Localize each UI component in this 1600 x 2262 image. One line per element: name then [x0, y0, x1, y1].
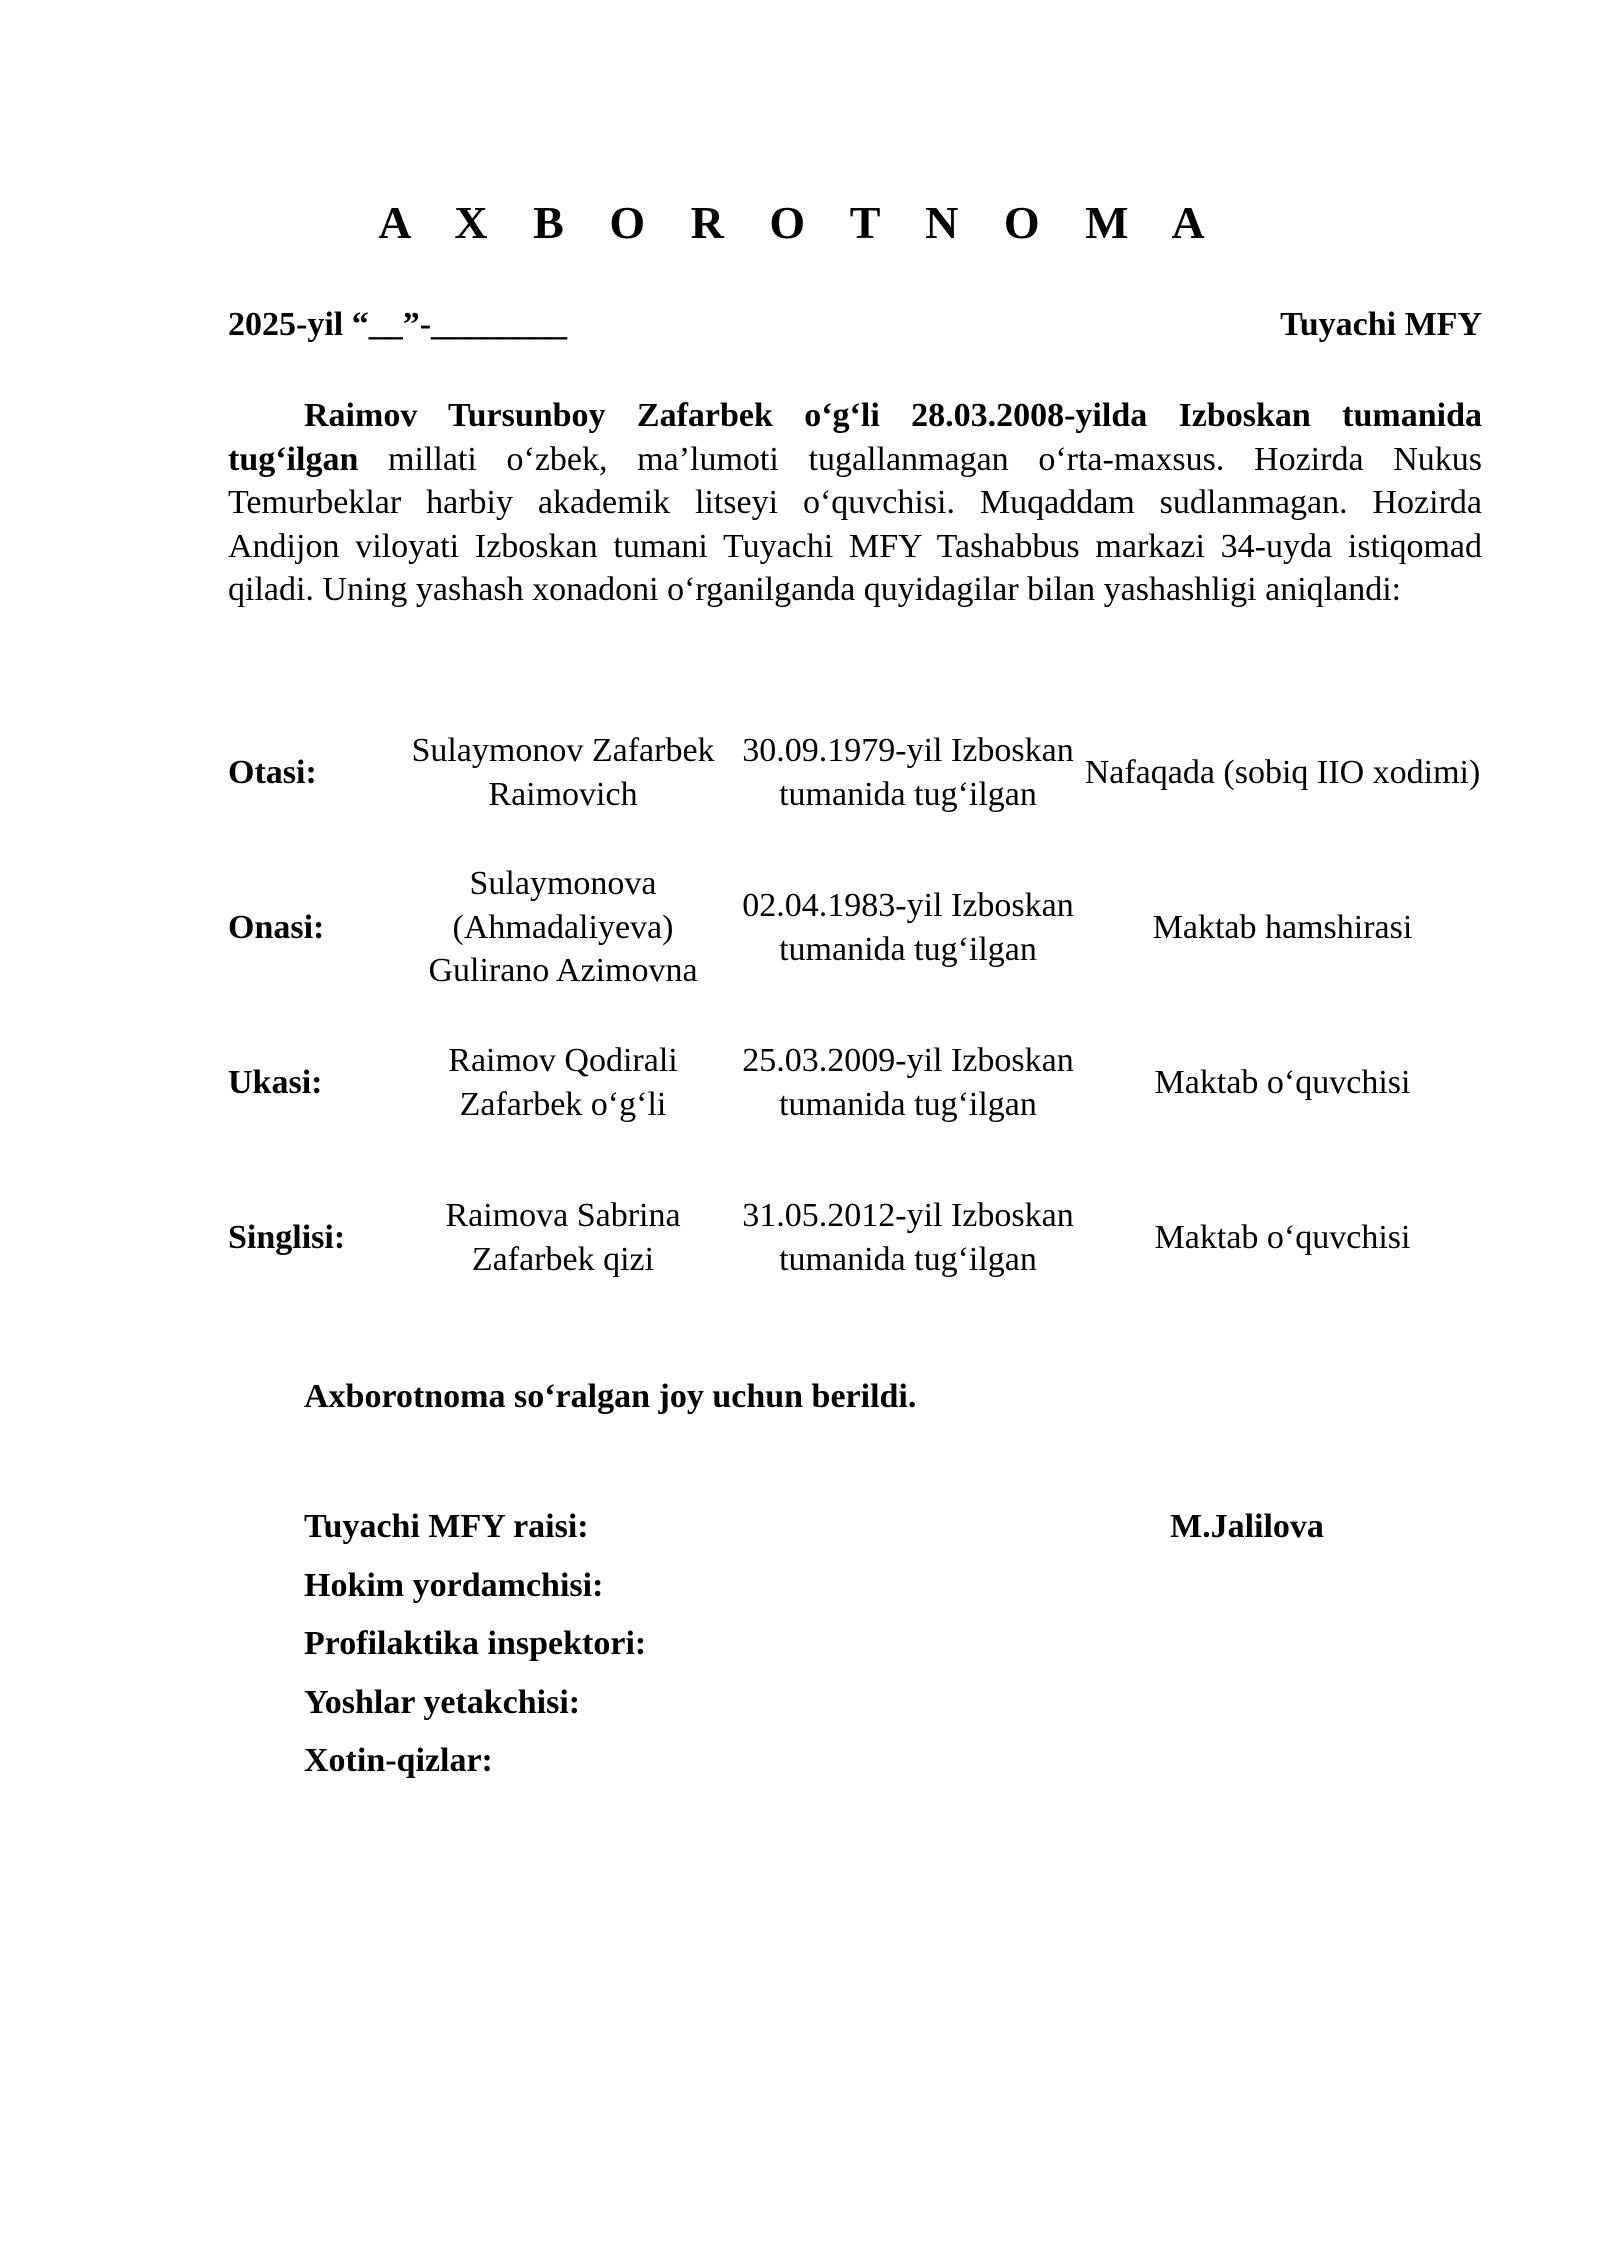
family-table: [228, 695, 1482, 1315]
relation-cell: Onasi:: [228, 908, 325, 946]
birth-info-cell: 31.05.2012-yil Izboskan tumanida tug‘ilgan: [742, 1197, 1074, 1278]
status-cell: Maktab hamshirasi: [1152, 908, 1413, 946]
signature-row: [304, 1624, 646, 1683]
person-name-cell: Sulaymonova (Ahmadaliyeva) Gulirano Azimovna: [428, 865, 698, 990]
signatory-role: Profilaktika inspektori:: [304, 1625, 647, 1662]
subject-intro: Raimov Tursunboy Zafarbek o‘g‘li 28.03.2008-yilda Izboskan tumanida tug‘ilgan: [228, 397, 1482, 478]
signatory-role: Xotin-qizlar:: [304, 1742, 493, 1779]
signatory-role: Yoshlar yetakchisi:: [304, 1683, 581, 1721]
issue-date: 2025-yil “__”-________: [228, 306, 568, 343]
status-cell: Maktab o‘quvchisi: [1154, 1218, 1411, 1256]
birth-info-cell: 25.03.2009-yil Izboskan tumanida tug‘ilgan: [742, 1042, 1074, 1123]
status-cell: Nafaqada (sobiq IIO xodimi): [1084, 753, 1481, 791]
signatory-role: Tuyachi MFY raisi:: [304, 1508, 589, 1545]
signatory-role: Hokim yordamchisi:: [304, 1566, 604, 1604]
signatory-name: M.Jalilova: [1170, 1508, 1324, 1545]
person-name-cell: Raimov Qodirali Zafarbek o‘g‘li: [448, 1042, 678, 1123]
person-name-cell: Raimova Sabrina Zafarbek qizi: [445, 1197, 681, 1278]
subject-details: millati o‘zbek, ma’lumoti tugallanmagan o‘rta-maxsus. Hozirda Nukus Temurbeklar harbiy akademik litseyi o‘quvchisi. Muqaddam sudlanmagan. Hozirda Andijon viloyati Izboskan tumani Tuyachi MFY Tashabbus markazi 34-uyda istiqomad qiladi. Uning yashash xonadoni o‘rganilganda quyidagilar bilan yashashligi aniqlandi:: [228, 440, 1482, 608]
table-row: [228, 850, 1482, 1005]
location: Tuyachi MFY: [1280, 306, 1482, 343]
document-title: A X B O R O T N O M A: [378, 197, 1222, 248]
signature-row: [304, 1683, 646, 1742]
relation-cell: Singlisi:: [228, 1218, 346, 1256]
birth-info-cell: 02.04.1983-yil Izboskan tumanida tug‘ilgan: [742, 887, 1074, 968]
signature-row: [304, 1741, 646, 1800]
main-paragraph: [228, 394, 1482, 612]
date-line: [228, 306, 1482, 354]
signature-row: [304, 1507, 1324, 1566]
relation-cell: Otasi:: [228, 753, 317, 791]
birth-info-cell: 30.09.1979-yil Izboskan tumanida tug‘ilgan: [742, 732, 1074, 813]
signature-row: [304, 1566, 646, 1625]
status-cell: Maktab o‘quvchisi: [1154, 1063, 1411, 1101]
signatures-block: [304, 1507, 1324, 1800]
table-row: [228, 1005, 1482, 1160]
table-row: [228, 1160, 1482, 1315]
table-row: [228, 695, 1482, 850]
person-name-cell: Sulaymonov Zafarbek Raimovich: [411, 732, 715, 813]
relation-cell: Ukasi:: [228, 1063, 323, 1101]
closing-statement: Axborotnoma so‘ralgan joy uchun berildi.: [304, 1378, 917, 1415]
